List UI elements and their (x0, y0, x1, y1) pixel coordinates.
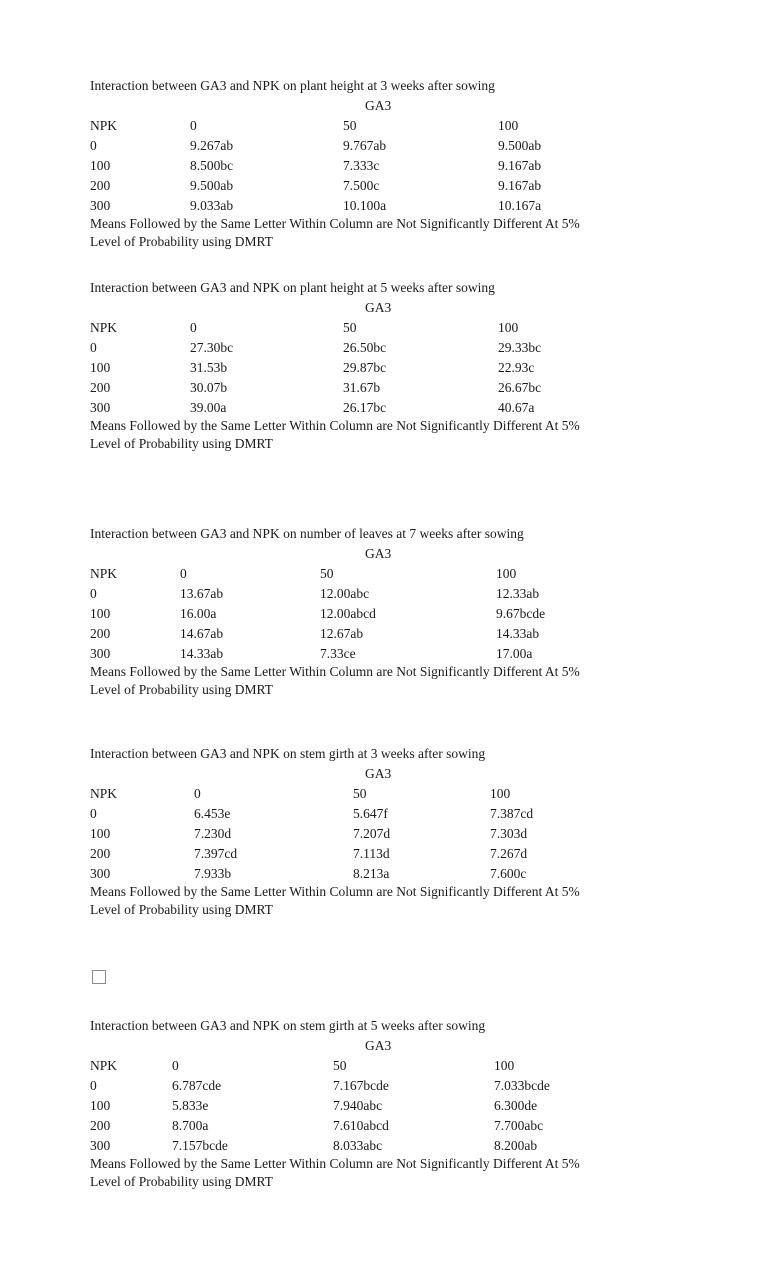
npk-level: 200 (90, 626, 111, 641)
table-cell: 7.600c (490, 866, 527, 881)
row-header: NPK (90, 786, 118, 801)
table-cell: 7.397cd (194, 846, 238, 861)
footnote: Level of Probability using DMRT (90, 902, 273, 917)
table-cell: 12.00abcd (320, 606, 376, 621)
interaction-table-4 (90, 744, 690, 924)
table-cell: 14.33ab (180, 646, 224, 661)
footnote: Means Followed by the Same Letter Within Column are Not Significantly Different At 5% (90, 664, 580, 679)
table-cell: 26.17bc (343, 400, 387, 415)
table-cell: 9.767ab (343, 138, 387, 153)
row-header: NPK (90, 118, 118, 133)
table-cell: 7.157bcde (172, 1138, 228, 1153)
footnote: Level of Probability using DMRT (90, 682, 273, 697)
column-header: 50 (343, 320, 357, 335)
column-header: 100 (494, 1058, 515, 1073)
column-header: 50 (320, 566, 334, 581)
table-cell: 6.453e (194, 806, 231, 821)
npk-level: 200 (90, 1118, 111, 1133)
footnote: Means Followed by the Same Letter Within Column are Not Significantly Different At 5% (90, 884, 580, 899)
row-header: NPK (90, 1058, 118, 1073)
factor-label: GA3 (365, 98, 392, 113)
npk-level: 0 (90, 340, 97, 355)
table-title: Interaction between GA3 and NPK on stem girth at 3 weeks after sowing (90, 746, 486, 761)
table-cell: 22.93c (498, 360, 535, 375)
npk-level: 0 (90, 1078, 97, 1093)
table-title: Interaction between GA3 and NPK on plant height at 3 weeks after sowing (90, 78, 495, 93)
table-cell: 7.230d (194, 826, 232, 841)
table-title: Interaction between GA3 and NPK on plant height at 5 weeks after sowing (90, 280, 495, 295)
column-header: 0 (190, 118, 197, 133)
npk-level: 300 (90, 866, 111, 881)
table-cell: 12.00abc (320, 586, 370, 601)
table-cell: 7.33ce (320, 646, 356, 661)
table-cell: 7.113d (353, 846, 390, 861)
table-cell: 31.67b (343, 380, 381, 395)
interaction-table-1 (90, 76, 690, 256)
table-cell: 8.033abc (333, 1138, 383, 1153)
factor-label: GA3 (365, 300, 392, 315)
column-header: 0 (180, 566, 187, 581)
table-cell: 27.30bc (190, 340, 234, 355)
table-cell: 8.500bc (190, 158, 234, 173)
npk-level: 100 (90, 606, 111, 621)
table-cell: 12.33ab (496, 586, 540, 601)
interaction-table-2 (90, 278, 690, 458)
table-cell: 7.333c (343, 158, 380, 173)
table-cell: 17.00a (496, 646, 533, 661)
table-cell: 29.87bc (343, 360, 387, 375)
npk-level: 300 (90, 198, 111, 213)
table-cell: 12.67ab (320, 626, 364, 641)
table-cell: 7.033bcde (494, 1078, 550, 1093)
footnote: Means Followed by the Same Letter Within Column are Not Significantly Different At 5% (90, 216, 580, 231)
table-cell: 7.303d (490, 826, 528, 841)
column-header: 0 (190, 320, 197, 335)
column-header: 50 (333, 1058, 347, 1073)
table-cell: 7.207d (353, 826, 391, 841)
table-cell: 26.67bc (498, 380, 542, 395)
table-cell: 6.300de (494, 1098, 538, 1113)
table-cell: 26.50bc (343, 340, 387, 355)
footnote: Level of Probability using DMRT (90, 436, 273, 451)
table-cell: 9.167ab (498, 178, 542, 193)
table-cell: 7.500c (343, 178, 380, 193)
table-cell: 10.100a (343, 198, 387, 213)
npk-level: 0 (90, 806, 97, 821)
npk-level: 0 (90, 586, 97, 601)
npk-level: 200 (90, 380, 111, 395)
npk-level: 100 (90, 360, 111, 375)
npk-level: 100 (90, 158, 111, 173)
npk-level: 200 (90, 178, 111, 193)
footnote: Level of Probability using DMRT (90, 1174, 273, 1189)
footnote: Level of Probability using DMRT (90, 234, 273, 249)
table-cell: 7.933b (194, 866, 232, 881)
row-header: NPK (90, 320, 118, 335)
table-cell: 5.833e (172, 1098, 209, 1113)
table-cell: 5.647f (353, 806, 388, 821)
table-title: Interaction between GA3 and NPK on number of leaves at 7 weeks after sowing (90, 526, 524, 541)
factor-label: GA3 (365, 546, 392, 561)
table-cell: 9.267ab (190, 138, 234, 153)
table-cell: 9.500ab (190, 178, 234, 193)
table-cell: 9.167ab (498, 158, 542, 173)
table-cell: 16.00a (180, 606, 217, 621)
table-cell: 7.167bcde (333, 1078, 389, 1093)
footnote: Means Followed by the Same Letter Within Column are Not Significantly Different At 5% (90, 418, 580, 433)
table-cell: 31.53b (190, 360, 228, 375)
interaction-table-3 (90, 524, 690, 704)
column-header: 0 (194, 786, 201, 801)
npk-level: 100 (90, 1098, 111, 1113)
table-cell: 14.67ab (180, 626, 224, 641)
footnote: Means Followed by the Same Letter Within Column are Not Significantly Different At 5% (90, 1156, 580, 1171)
table-cell: 39.00a (190, 400, 227, 415)
npk-level: 300 (90, 1138, 111, 1153)
factor-label: GA3 (365, 766, 392, 781)
table-cell: 8.200ab (494, 1138, 538, 1153)
table-cell: 7.387cd (490, 806, 534, 821)
column-header: 100 (498, 320, 519, 335)
column-header: 100 (498, 118, 519, 133)
table-cell: 7.267d (490, 846, 528, 861)
table-cell: 30.07b (190, 380, 228, 395)
table-cell: 8.213a (353, 866, 390, 881)
column-header: 100 (490, 786, 511, 801)
column-header: 100 (496, 566, 517, 581)
npk-level: 100 (90, 826, 111, 841)
table-cell: 9.033ab (190, 198, 234, 213)
column-header: 0 (172, 1058, 179, 1073)
npk-level: 0 (90, 138, 97, 153)
table-cell: 9.500ab (498, 138, 542, 153)
npk-level: 300 (90, 646, 111, 661)
column-header: 50 (353, 786, 367, 801)
interaction-table-5 (90, 1016, 690, 1196)
checkbox-icon[interactable] (92, 970, 106, 984)
table-cell: 14.33ab (496, 626, 540, 641)
column-header: 50 (343, 118, 357, 133)
table-cell: 7.940abc (333, 1098, 383, 1113)
table-cell: 8.700a (172, 1118, 209, 1133)
table-title: Interaction between GA3 and NPK on stem girth at 5 weeks after sowing (90, 1018, 486, 1033)
row-header: NPK (90, 566, 118, 581)
table-cell: 10.167a (498, 198, 542, 213)
npk-level: 200 (90, 846, 111, 861)
factor-label: GA3 (365, 1038, 392, 1053)
npk-level: 300 (90, 400, 111, 415)
table-cell: 7.700abc (494, 1118, 544, 1133)
table-cell: 7.610abcd (333, 1118, 389, 1133)
table-cell: 9.67bcde (496, 606, 546, 621)
table-cell: 40.67a (498, 400, 535, 415)
table-cell: 13.67ab (180, 586, 224, 601)
table-cell: 6.787cde (172, 1078, 222, 1093)
table-cell: 29.33bc (498, 340, 542, 355)
